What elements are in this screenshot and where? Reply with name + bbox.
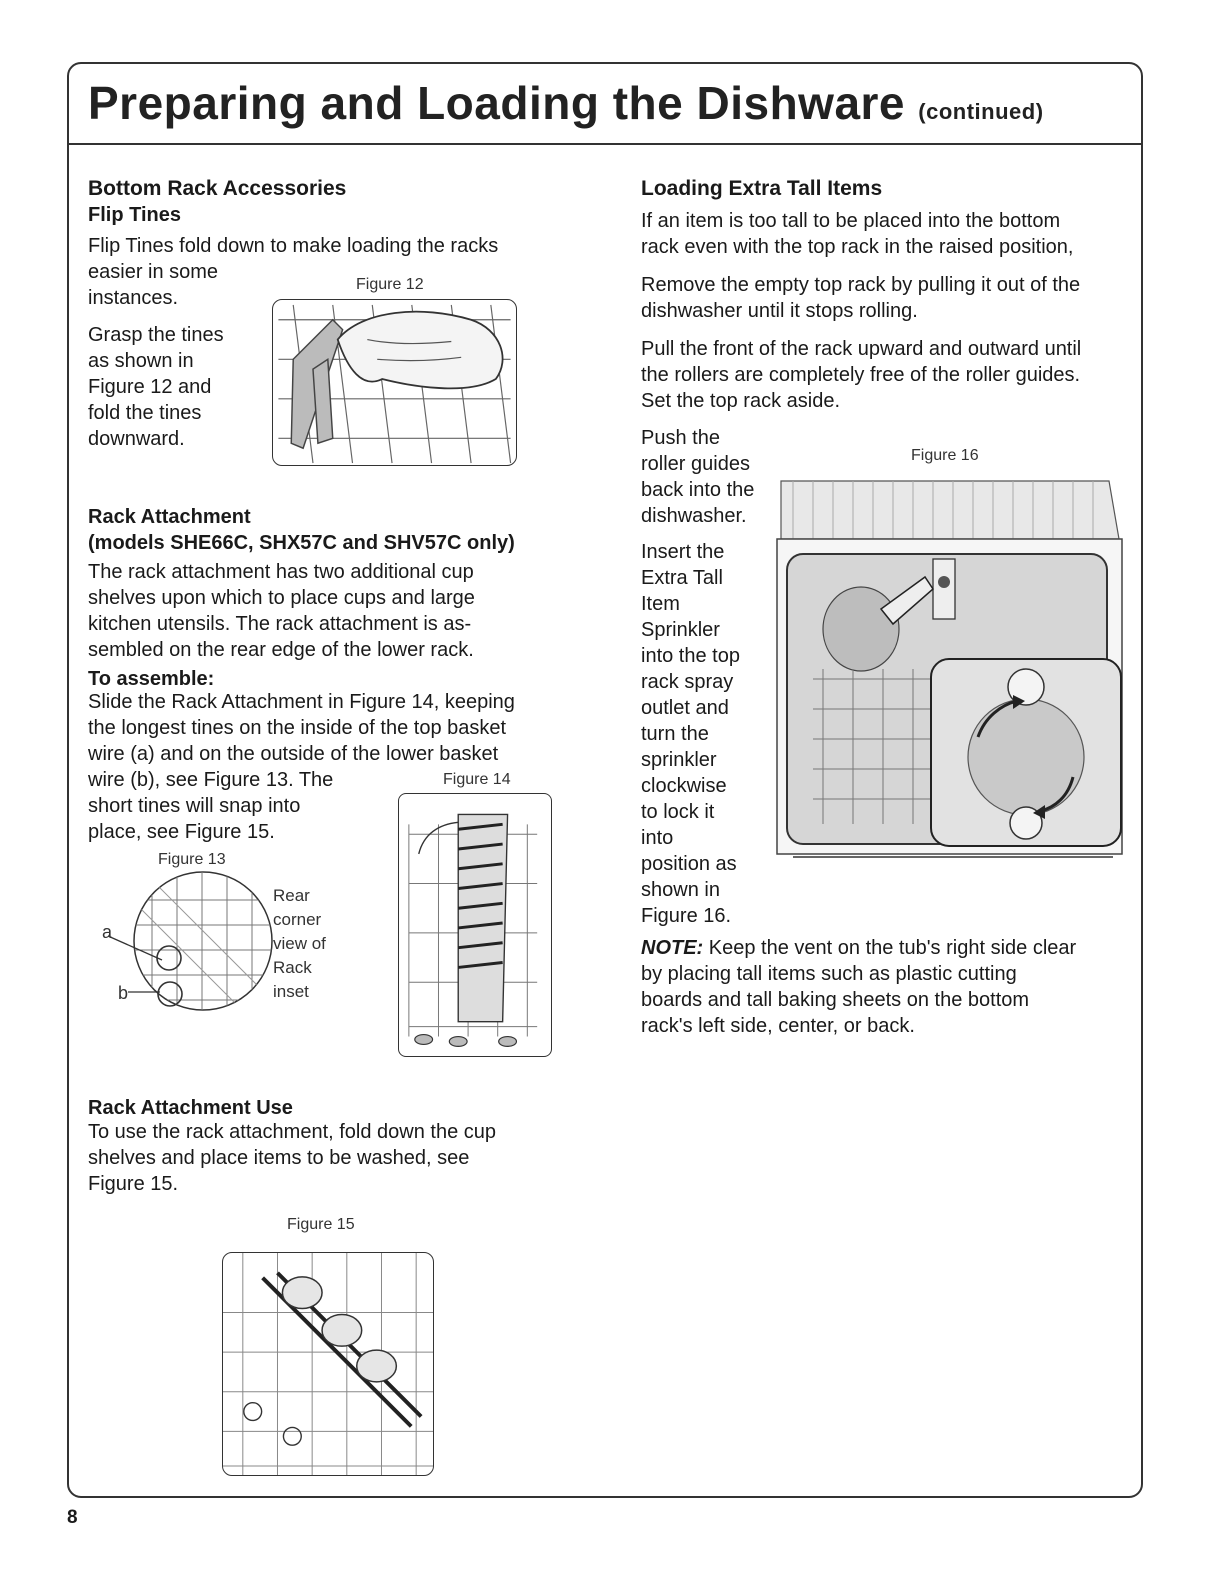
rack-attachment-models: (models SHE66C, SHX57C and SHV57C only): [88, 532, 515, 554]
grasp-text-3: Figure 12 and: [88, 376, 212, 398]
figure-14-image: [398, 793, 552, 1057]
remove-rack-text-1: Remove the empty top rack by pulling it out of the: [641, 274, 1081, 296]
assemble-text-4: wire (b), see Figure 13. The: [88, 769, 334, 791]
figure-13-side-label-1: Rear: [273, 886, 310, 905]
page-title: [88, 76, 1044, 130]
figure-15-caption: Figure 15: [287, 1216, 355, 1233]
push-guides-text-1: Push the: [641, 427, 720, 449]
insert-sprinkler-text-12: into: [641, 827, 674, 849]
pull-rack-text-1: Pull the front of the rack upward and outward until: [641, 338, 1082, 360]
insert-sprinkler-text-3: Item: [641, 593, 680, 615]
insert-sprinkler-text-13: position as: [641, 853, 737, 875]
sprinkler-installation-illustration: [773, 479, 1126, 860]
flip-tines-text-2: easier in some: [88, 261, 219, 283]
rack-attachment-use-heading: Rack Attachment Use: [88, 1097, 293, 1119]
flip-tines-heading: Flip Tines: [88, 204, 181, 226]
insert-sprinkler-text-15: Figure 16.: [641, 905, 732, 927]
insert-sprinkler-text-1: Insert the: [641, 541, 725, 563]
assemble-text-3: wire (a) and on the outside of the lower basket: [88, 743, 499, 765]
loading-extra-tall-items-heading: Loading Extra Tall Items: [641, 177, 883, 200]
rack-attachment-heading: Rack Attachment: [88, 506, 251, 528]
rack-use-text-2: shelves and place items to be washed, see: [88, 1147, 470, 1169]
flip-tines-text-1: Flip Tines fold down to make loading the racks: [88, 235, 499, 257]
note-text-3: boards and tall baking sheets on the bottom: [641, 989, 1030, 1011]
to-assemble-heading: To assemble:: [88, 668, 215, 690]
grasp-text-2: as shown in: [88, 350, 194, 372]
figure-12-caption: Figure 12: [356, 276, 424, 293]
page-number: 8: [67, 1507, 78, 1528]
insert-sprinkler-text-9: sprinkler: [641, 749, 717, 771]
pull-rack-text-2: the rollers are completely free of the roller guides.: [641, 364, 1081, 386]
page-title-text: Preparing and Loading the Dishware: [88, 77, 906, 129]
grasp-text-4: fold the tines: [88, 402, 202, 424]
note-text-1: [641, 936, 1076, 962]
flip-tines-illustration: [273, 300, 516, 465]
assemble-text-5: short tines will snap into: [88, 795, 301, 817]
insert-sprinkler-text-7: outlet and: [641, 697, 729, 719]
tall-items-text-1: If an item is too tall to be placed into the bottom: [641, 210, 1061, 232]
note-text-1-body: Keep the vent on the tub's right side clear: [708, 937, 1077, 959]
insert-sprinkler-text-4: Sprinkler: [641, 619, 720, 641]
figure-15-image: [222, 1252, 434, 1476]
insert-sprinkler-text-2: Extra Tall: [641, 567, 723, 589]
title-divider: [68, 143, 1142, 145]
grasp-text-5: downward.: [88, 428, 185, 450]
assemble-text-1: Slide the Rack Attachment in Figure 14, keeping: [88, 691, 515, 713]
insert-sprinkler-text-5: into the top: [641, 645, 740, 667]
remove-rack-text-2: dishwasher until it stops rolling.: [641, 300, 918, 322]
figure-13-side-label-5: inset: [273, 982, 309, 1001]
figure-13-side-label-4: Rack: [273, 958, 312, 977]
rack-with-cups-illustration: [223, 1253, 433, 1475]
push-guides-text-3: back into the: [641, 479, 755, 501]
assemble-text-2: the longest tines on the inside of the top basket: [88, 717, 507, 739]
figure-13-label-b: b: [118, 983, 129, 1003]
figure-13-label-a: a: [102, 922, 113, 942]
figure-13-side-label-3: view of: [273, 934, 326, 953]
figure-14-caption: Figure 14: [443, 771, 511, 788]
insert-sprinkler-text-11: to lock it: [641, 801, 715, 823]
tall-items-text-2: rack even with the top rack in the raised position,: [641, 236, 1074, 258]
figure-16-image: [773, 479, 1126, 860]
push-guides-text-4: dishwasher.: [641, 505, 747, 527]
pull-rack-text-3: Set the top rack aside.: [641, 390, 841, 412]
rack-attachment-illustration: [399, 794, 551, 1056]
figure-13-side-label-2: corner: [273, 910, 322, 929]
continued-label: (continued): [918, 99, 1044, 124]
rack-attachment-text-1: The rack attachment has two additional cup: [88, 561, 474, 583]
bottom-rack-accessories-heading: Bottom Rack Accessories: [88, 177, 347, 200]
rack-use-text-1: To use the rack attachment, fold down the cup: [88, 1121, 497, 1143]
rack-use-text-3: Figure 15.: [88, 1173, 179, 1195]
flip-tines-text-3: instances.: [88, 287, 179, 309]
note-text-4: rack's left side, center, or back.: [641, 1015, 915, 1037]
grasp-text-1: Grasp the tines: [88, 324, 224, 346]
rack-attachment-text-3: kitchen utensils. The rack attachment is as-: [88, 613, 472, 635]
figure-12-image: [272, 299, 517, 466]
note-label: NOTE:: [641, 937, 704, 959]
note-text-2: by placing tall items such as plastic cutting: [641, 963, 1017, 985]
push-guides-text-2: roller guides: [641, 453, 750, 475]
figure-13-caption: Figure 13: [158, 851, 226, 868]
insert-sprinkler-text-6: rack spray: [641, 671, 734, 693]
rack-attachment-text-4: sembled on the rear edge of the lower rack.: [88, 639, 474, 661]
insert-sprinkler-text-14: shown in: [641, 879, 720, 901]
figure-13-leader-lines: [104, 930, 172, 1000]
rack-attachment-text-2: shelves upon which to place cups and large: [88, 587, 475, 609]
assemble-text-6: place, see Figure 15.: [88, 821, 275, 843]
insert-sprinkler-text-10: clockwise: [641, 775, 727, 797]
insert-sprinkler-text-8: turn the: [641, 723, 709, 745]
figure-16-caption: Figure 16: [911, 447, 979, 464]
